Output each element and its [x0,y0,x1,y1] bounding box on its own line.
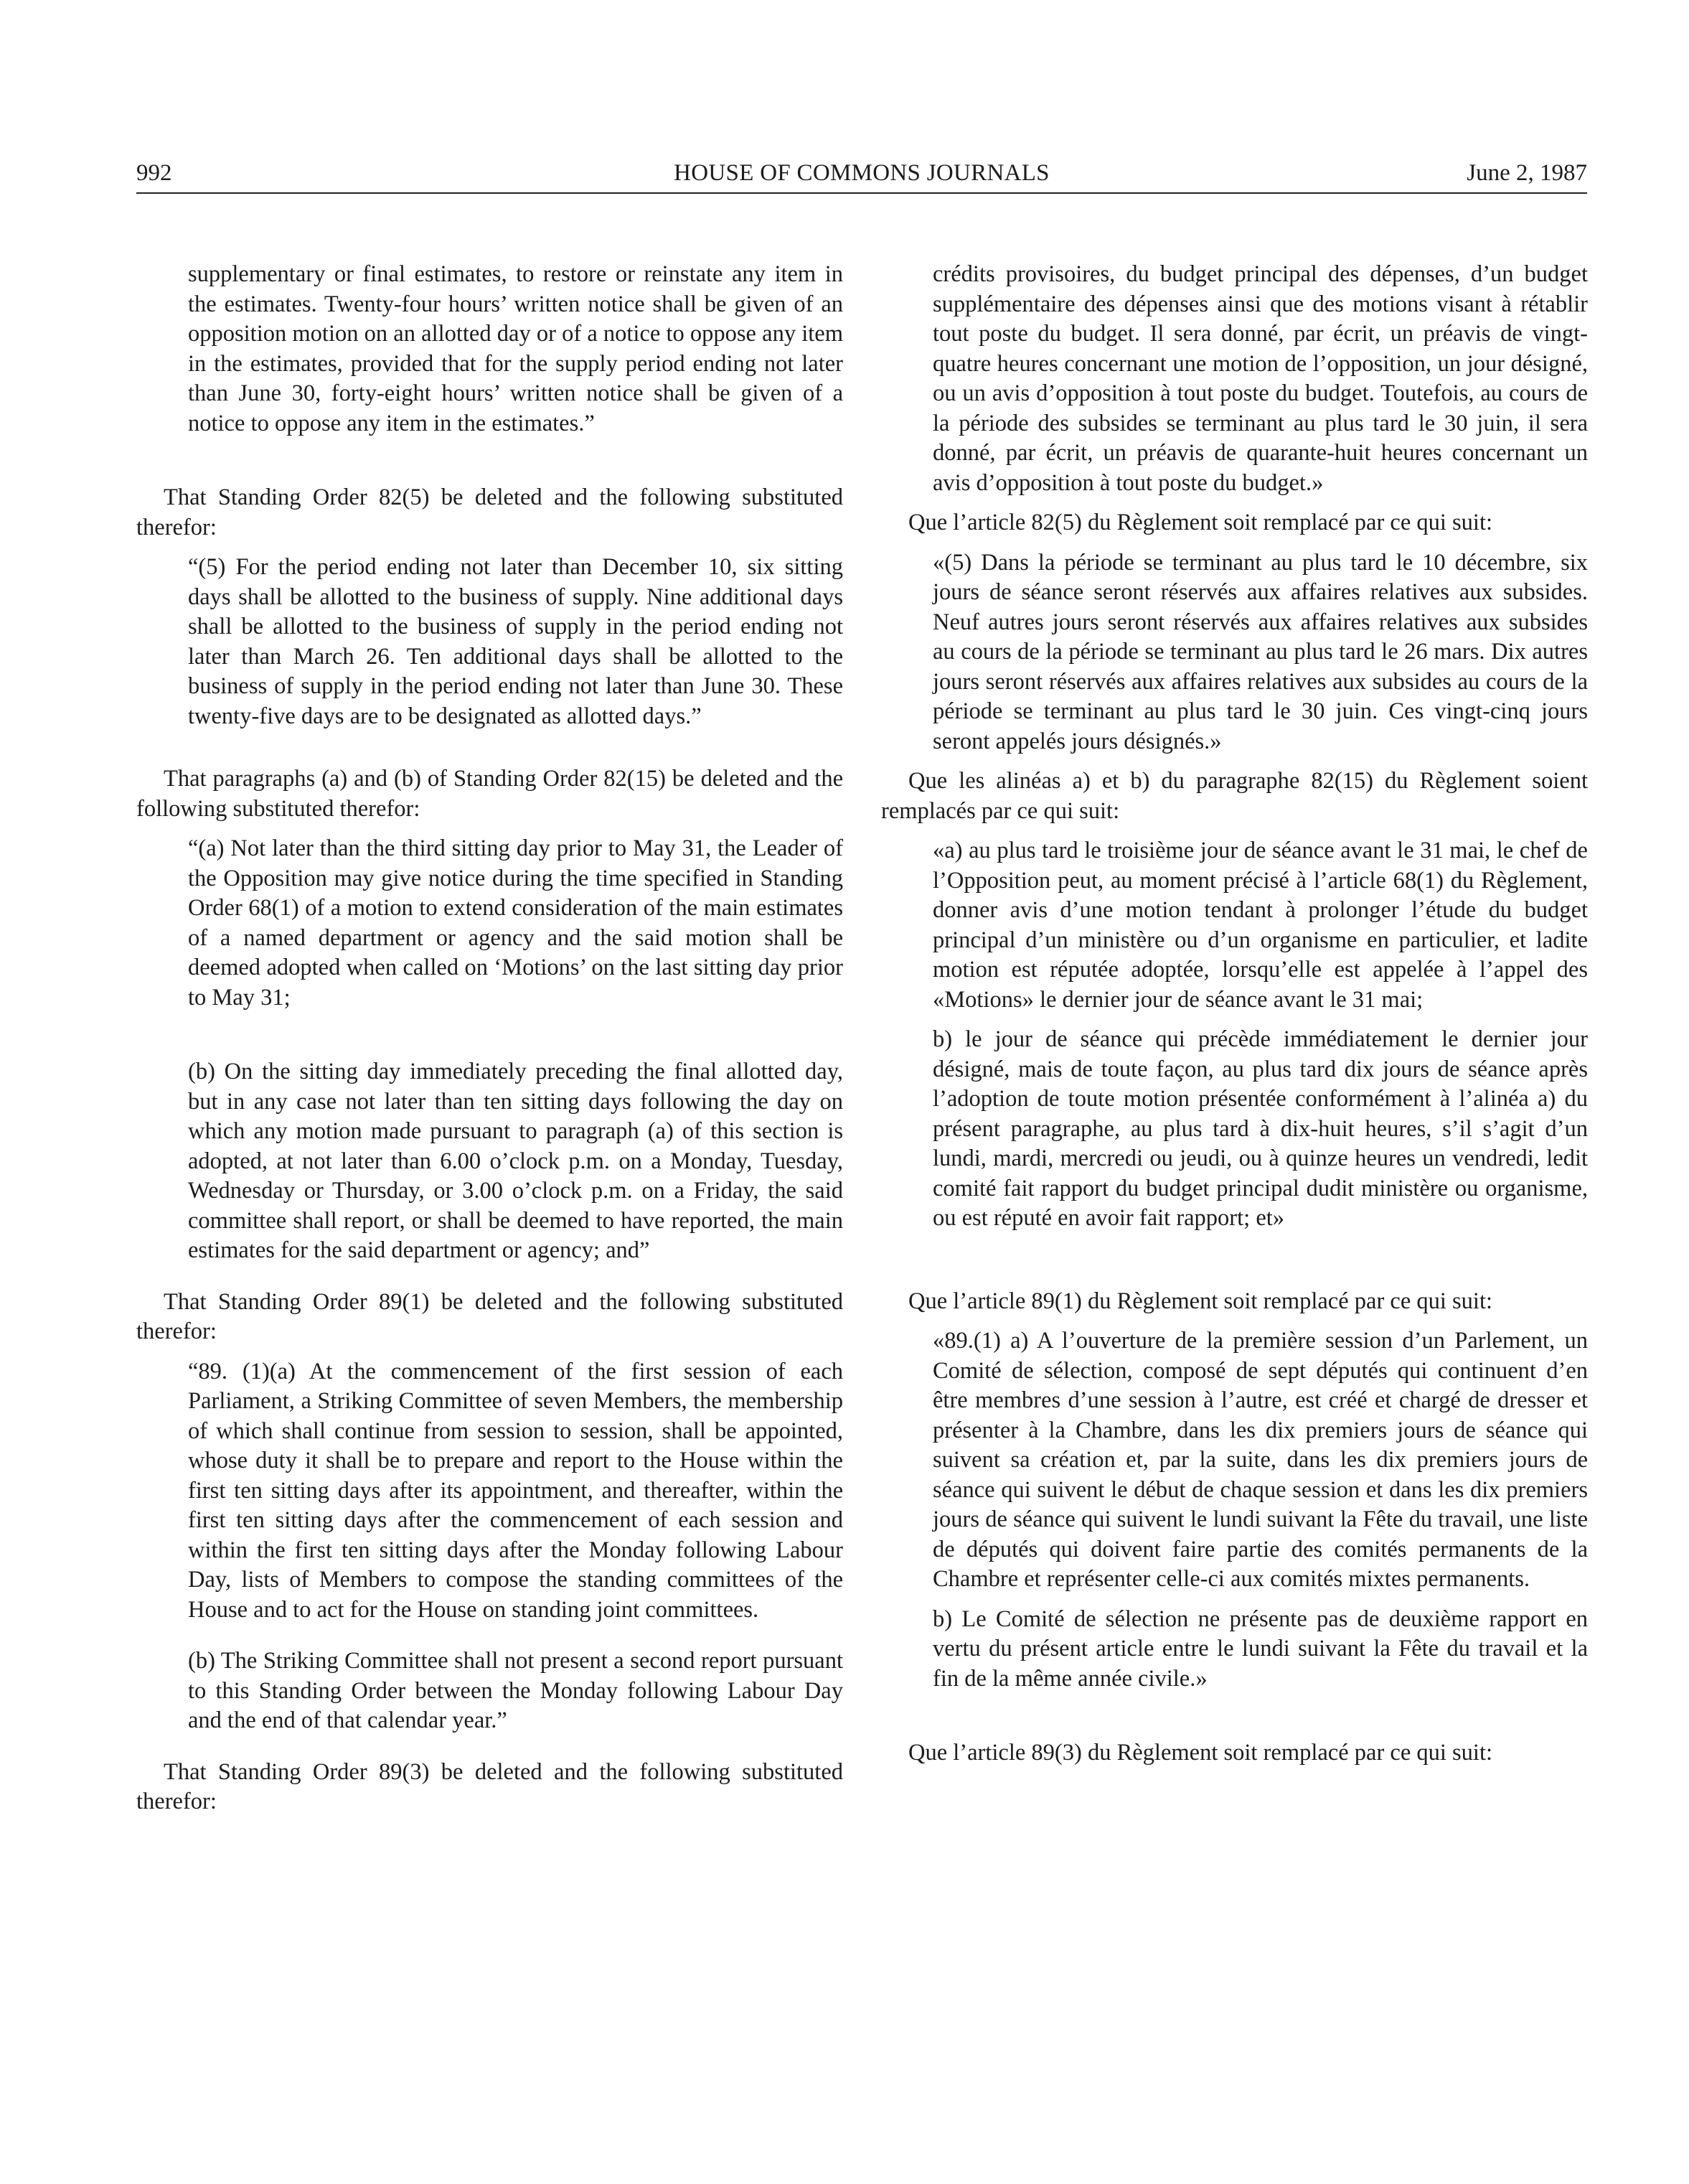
french-paragraph-6: b) le jour de séance qui précède immédiatement le dernier jour désigné, mais de toute façon, au plus tard dix jours de séance après l’adoption de toute motion présentée conformément à l’alinéa a) du présent paragraphe, au plus tard à dix-huit heures, s’il s’agit d’un lundi, mardi, mercredi ou jeudi, ou à quinze heures un vendredi, ledit comité fait rapport du budget principal dudit ministère ou organisme, ou est réputé en avoir fait rapport; et» [933,1026,1588,1231]
english-paragraph-5: “(a) Not later than the third sitting day prior to May 31, the Leader of the Opposition may give notice during the time specified in Standing Order 68(1) of a motion to extend consideration of the main estimates of a named department or agency and the said motion shall be deemed adopted when called on ‘Motions’ on the last sitting day prior to May 31; [188,835,843,1011]
french-paragraph-10: Que l’article 89(3) du Règlement soit remplacé par ce qui suit: [908,1740,1493,1766]
english-column [136,260,843,1817]
french-paragraph-9: b) Le Comité de sélection ne présente pas de deuxième rapport en vertu du présent article entre le lundi suivant la Fête du travail et la fin de la même année civile.» [933,1606,1588,1692]
english-paragraph-3: “(5) For the period ending not later than December 10, six sitting days shall be allotted to the business of supply. Nine additional days shall be allotted to the business of supply in the period ending not later than March 26. Ten additional days shall be allotted to the business of supply in the period ending not later than June 30. These twenty-five days are to be designated as allotted days.” [188,554,843,729]
french-paragraph-7: Que l’article 89(1) du Règlement soit remplacé par ce qui suit: [908,1288,1493,1314]
english-paragraph-6: (b) On the sitting day immediately preceding the final allotted day, but in any case not later than ten sitting days following the day on which any motion made pursuant to paragraph (a) of this section is adopted, at not later than 6.00 o’clock p.m. on a Monday, Tuesday, Wednesday or Thursday, or 3.00 o’clock p.m. on a Friday, the said committee shall report, or shall be deemed to have reported, the main estimates for the said department or agency; and” [188,1059,843,1263]
french-paragraph-8: «89.(1) a) A l’ouverture de la première session d’un Parlement, un Comité de sélection, composé de sept députés qui continuent d’en être membres d’une session à l’autre, est créé et chargé de dresser et présenter à la Chambre, dans les dix premiers jours de séance qui suivent sa création et, par la suite, dans les dix premiers jours de séance qui suivent le début de chaque session et dans les dix premiers jours de séance qui suivent le lundi suivant la Fête du travail, une liste de députés qui doivent faire partie des comités permanents de la Chambre et représenter celle-ci aux comités mixtes permanents. [933,1328,1588,1592]
english-paragraph-8: “89. (1)(a) At the commencement of the first session of each Parliament, a Striking Committee of seven Members, the membership of which shall continue from session to session, shall be appointed, whose duty it shall be to prepare and report to the House within the first ten sitting days after its appointment, and thereafter, within the first ten sitting days after the commencement of each session and within the first ten sitting days after the Monday following Labour Day, lists of Members to compose the standing committees of the House and to act for the House on standing joint committees. [188,1358,843,1623]
english-paragraph-10: That Standing Order 89(3) be deleted and the following substituted therefor: [136,1758,843,1814]
journal-date: June 2, 1987 [1467,160,1587,186]
french-paragraph-1: crédits provisoires, du budget principal des dépenses, d’un budget supplémentaire des dépenses ainsi que des motions visant à rétablir tout poste du budget. Il sera donné, par écrit, un préavis de vingt-quatre heures concernant une motion de l’opposition, un jour désigné, ou un avis d’opposition à tout poste du budget. Toutefois, au cours de la période des subsides se terminant au plus tard le 30 juin, il sera donné, par écrit, un préavis de quarante-huit heures concernant un avis d’opposition à tout poste du budget.» [933,261,1588,496]
page-header [136,156,1587,194]
english-paragraph-9: (b) The Striking Committee shall not present a second report pursuant to this Standing Order between the Monday following Labour Day and the end of that calendar year.” [188,1648,843,1733]
french-paragraph-3: «(5) Dans la période se terminant au plus tard le 10 décembre, six jours de séance seront réservés aux affaires relatives aux subsides. Neuf autres jours seront réservés aux affaires relatives aux subsides au cours de la période se terminant au plus tard le 26 mars. Dix autres jours seront réservés aux affaires relatives aux subsides au cours de la période se terminant au plus tard le 30 juin. Ces vingt-cinq jours seront appelés jours désignés.» [933,549,1588,754]
french-paragraph-4: Que les alinéas a) et b) du paragraphe 82(15) du Règlement soient remplacés par ce qui suit: [881,768,1588,824]
english-paragraph-1: supplementary or final estimates, to restore or reinstate any item in the estimates. Twenty-four hours’ written notice shall be given of an opposition motion on an allotted day or of a notice to oppose any item in the estimates, provided that for the supply period ending not later than June 30, forty-eight hours’ written notice shall be given of a notice to oppose any item in the estimates.” [188,261,843,436]
french-column [881,260,1588,1768]
english-paragraph-7: That Standing Order 89(1) be deleted and the following substituted therefor: [136,1288,843,1344]
journal-title: HOUSE OF COMMONS JOURNALS [674,160,1050,186]
page-number: 992 [136,160,172,186]
french-paragraph-2: Que l’article 82(5) du Règlement soit remplacé par ce qui suit: [908,510,1493,535]
english-paragraph-2: That Standing Order 82(5) be deleted and the following substituted therefor: [136,484,843,540]
english-paragraph-4: That paragraphs (a) and (b) of Standing Order 82(15) be deleted and the following substituted therefor: [136,766,843,822]
french-paragraph-5: «a) au plus tard le troisième jour de séance avant le 31 mai, le chef de l’Opposition peut, au moment précisé à l’article 68(1) du Règlement, donner avis d’une motion tendant à prolonger l’étude du budget principal d’un ministère ou d’un organisme en particulier, et ladite motion est réputée adoptée, lorsqu’elle est appelée à l’appel des «Motions» le dernier jour de séance avant le 31 mai; [933,838,1588,1013]
